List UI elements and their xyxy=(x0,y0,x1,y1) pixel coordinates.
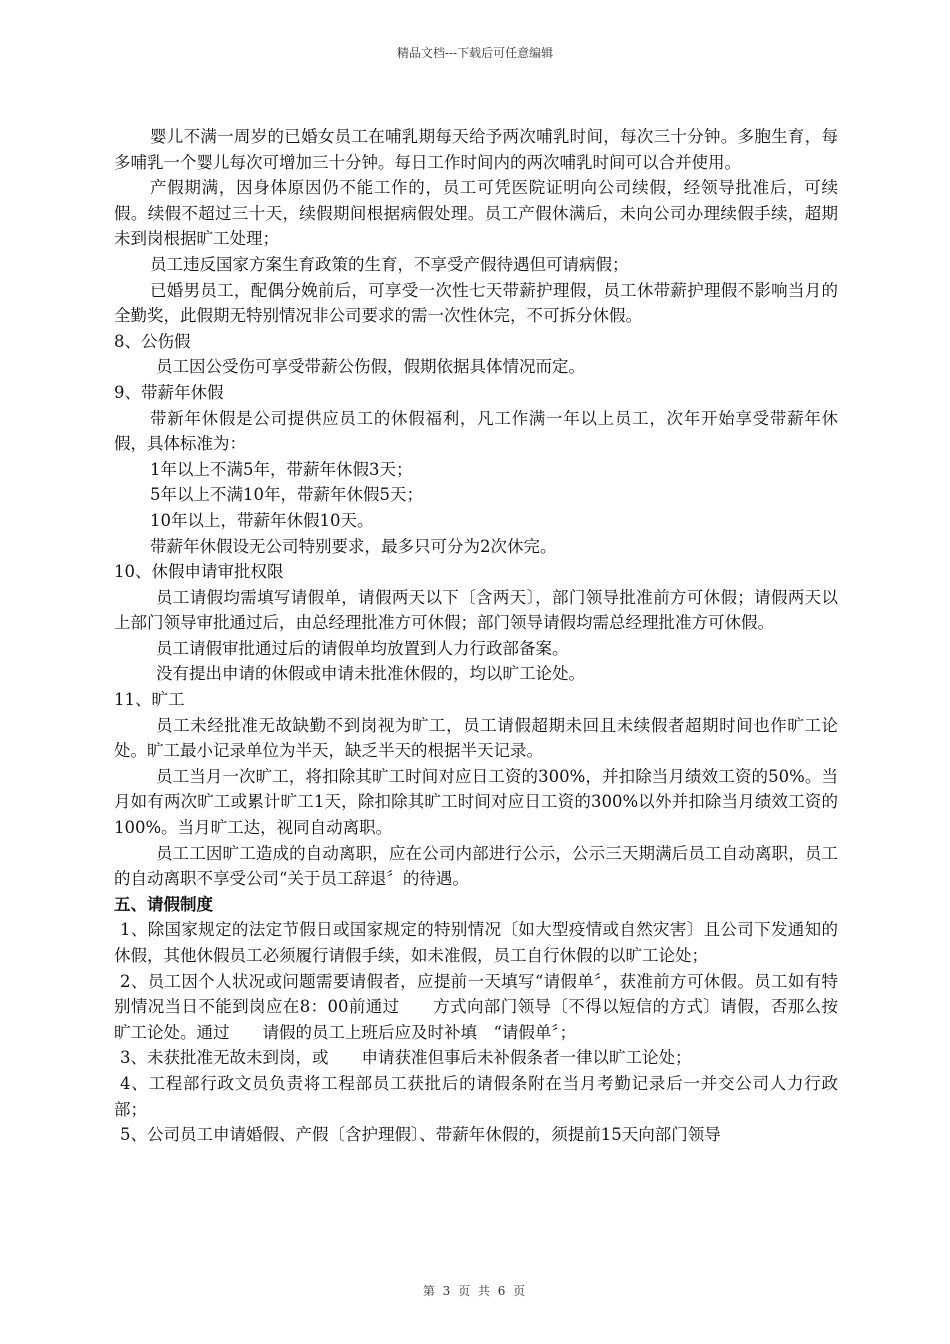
paragraph-annual-leave: 带新年休假是公司提供应员工的休假福利，凡工作满一年以上员工，次年开始享受带薪年休假，具体标准为： xyxy=(114,408,838,454)
paragraph-paternity-leave: 已婚男员工，配偶分娩前后，可享受一次性七天带薪护理假，员工休带薪护理假不影响当月的全勤奖，此假期无特别情况非公司要求的需一次性休完，不可拆分休假。 xyxy=(114,280,838,326)
section-heading-leave-system: 五、请假制度 xyxy=(114,894,213,914)
page-footer: 第 3 页 共 6 页 xyxy=(422,1284,528,1298)
paragraph-leave-rule-2: 2、员工因个人状况或问题需要请假者，应提前一天填写“请假单〞，获准前方可休假。员工如有特别情况当日不能到岗应在8：00前通过 方式向部门领导〔不得以短信的方式〕请假，否那么按旷工论处。通过 请假的员工上班后应及时补填 “请假单〞； xyxy=(114,971,838,1042)
paragraph-policy-violation: 员工违反国家方案生育政策的生育，不享受产假待遇但可请病假； xyxy=(150,254,629,274)
heading-annual-leave: 9、带薪年休假 xyxy=(114,382,224,402)
paragraph-injury-leave: 员工因公受伤可享受带薪公伤假，假期依据具体情况而定。 xyxy=(156,357,585,377)
paragraph-absenteeism-definition: 员工未经批准无故缺勤不到岗视为旷工，员工请假超期未回且未续假者超期时间也作旷工论处。旷工最小记录单位为半天，缺乏半天的根据半天记录。 xyxy=(114,715,838,761)
paragraph-auto-resignation: 员工工因旷工造成的自动离职，应在公司内部进行公示，公示三天期满后员工自动离职，员工的自动离职不享受公司“关于员工辞退〞的待遇。 xyxy=(114,843,838,889)
heading-absenteeism: 11、旷工 xyxy=(114,690,185,710)
paragraph-annual-split: 带薪年休假设无公司特别要求，最多只可分为2次休完。 xyxy=(150,536,557,556)
document-body xyxy=(114,124,838,1148)
paragraph-leave-rule-4: 4、工程部行政文员负责将工程部员工获批后的请假条附在当月考勤记录后一并交公司人力行政部； xyxy=(114,1073,838,1119)
list-item-annual-2: 5年以上不满10年，带薪年休假5天； xyxy=(150,485,423,505)
paragraph-nursing-time: 婴儿不满一周岁的已婚女员工在哺乳期每天给予两次哺乳时间，每次三十分钟。多胞生育，每多哺乳一个婴儿每次可增加三十分钟。每日工作时间内的两次哺乳时间可以合并使用。 xyxy=(114,127,838,172)
paragraph-leave-rule-1: 1、除国家规定的法定节假日或国家规定的特别情况〔如大型疫情或自然灾害〕且公司下发通知的休假，其他休假员工必须履行请假手续，如未准假，员工自行休假的以旷工论处； xyxy=(114,920,838,965)
list-item-annual-1: 1年以上不满5年，带薪年休假3天； xyxy=(150,459,413,479)
paragraph-leave-rule-5: 5、公司员工申请婚假、产假〔含护理假〕、带薪年休假的，须提前15天向部门领导 xyxy=(120,1125,721,1145)
heading-approval-authority: 10、休假申请审批权限 xyxy=(114,562,284,582)
paragraph-maternity-extension: 产假期满，因身体原因仍不能工作的，员工可凭医院证明向公司续假，经领导批准后，可续假。续假不超过三十天，续假期间根据病假处理。员工产假休满后，未向公司办理续假手续，超期未到岗根据旷工处理； xyxy=(114,178,838,249)
paragraph-approval-rules: 员工请假均需填写请假单，请假两天以下〔含两天〕，部门领导批准前方可休假；请假两天以上部门领导审批通过后，由总经理批准方可休假；部门领导请假均需总经理批准方可休假。 xyxy=(114,587,838,633)
paragraph-approval-filing: 员工请假审批通过后的请假单均放置到人力行政部备案。 xyxy=(156,638,569,658)
paragraph-leave-rule-3: 3、未获批准无故未到岗，或 申请获准但事后未补假条者一律以旷工论处； xyxy=(120,1048,692,1068)
heading-injury-leave: 8、公伤假 xyxy=(114,331,191,351)
paragraph-absenteeism-penalty: 员工当月一次旷工，将扣除其旷工时间对应日工资的300%，并扣除当月绩效工资的50%。当月如有两次旷工或累计旷工1天，除扣除其旷工时间对应日工资的300%以外并扣除当月绩效工资的100%。当月旷工达，视同自动离职。 xyxy=(114,766,838,838)
paragraph-unapproved-leave: 没有提出申请的休假或申请未批准休假的，均以旷工论处。 xyxy=(156,664,585,684)
list-item-annual-3: 10年以上，带薪年休假10天。 xyxy=(150,510,374,530)
page-header: 精品文档---下载后可任意编辑 xyxy=(396,46,554,60)
